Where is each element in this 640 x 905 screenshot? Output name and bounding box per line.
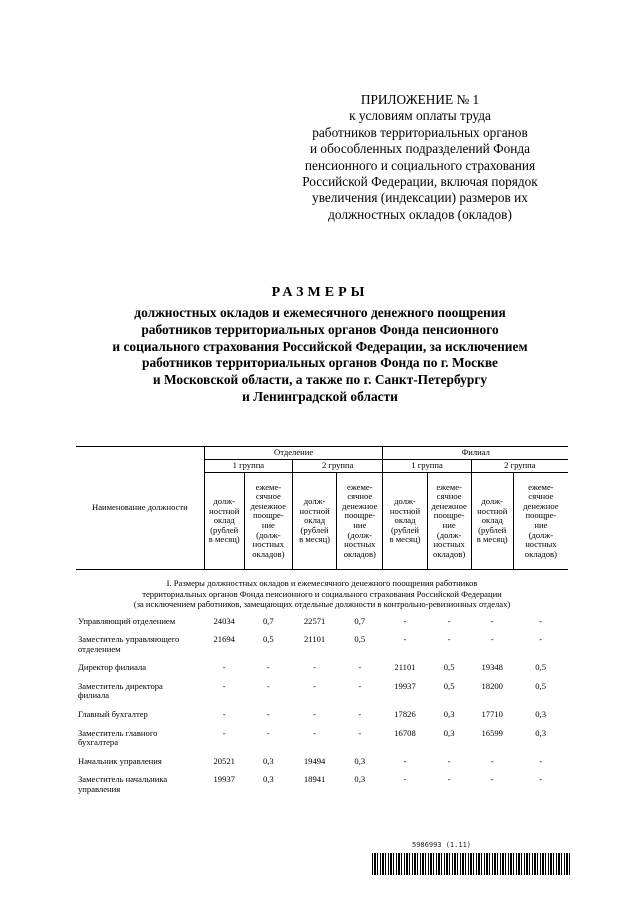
table-row — [76, 754, 568, 773]
table-cell: 0,5 — [535, 680, 546, 691]
column-subgroup-1: 1 группа — [204, 460, 292, 473]
table-cell: - — [266, 680, 270, 691]
table-row — [76, 772, 568, 800]
table-cell: - — [358, 709, 362, 720]
table-cell: 16708 — [394, 727, 416, 738]
appendix-line: работников территориальных органов — [312, 124, 528, 140]
table-cell: 0,3 — [262, 755, 274, 766]
section-heading: I. Размеры должностных окладов и ежемесячного денежного поощрения работников территориальных органов Фонда пенсионного и социального страхования Российской Федерации (за исключением работников, замещающих отдельные должности в контрольно-ревизионных отделах) — [133, 578, 511, 609]
table-cell: 0,3 — [443, 727, 455, 738]
table-cell: - — [358, 662, 362, 673]
table-cell: - — [313, 662, 317, 673]
table-cell: - — [447, 634, 451, 645]
table-cell: 24034 — [213, 615, 235, 626]
table-cell: - — [222, 727, 226, 738]
table-cell: - — [490, 634, 494, 645]
table-row — [76, 632, 568, 660]
column-group-otdelenie: Отделение — [204, 447, 383, 460]
table-cell: - — [222, 662, 226, 673]
table-row — [76, 679, 568, 707]
table-cell: - — [222, 709, 226, 720]
appendix-line: к условиям оплаты труда — [349, 108, 491, 124]
column-subgroup-2: 2 группа — [293, 460, 383, 473]
table-cell: 20521 — [213, 755, 235, 766]
salary-table — [76, 446, 568, 801]
table-cell: - — [447, 615, 451, 626]
table-cell: 21101 — [394, 662, 416, 673]
document-title: РАЗМЕРЫ — [271, 285, 369, 300]
table-cell: 0,3 — [535, 709, 546, 720]
table-cell: 17710 — [481, 709, 503, 720]
table-cell: 21101 — [304, 634, 326, 645]
position-name: Главный бухгалтер — [78, 709, 148, 720]
table-cell: 0,3 — [535, 727, 546, 738]
table-cell: - — [447, 755, 451, 766]
subtitle-line: и Ленинградской области — [242, 388, 398, 404]
table-cell: - — [403, 615, 407, 626]
column-header-bonus: ежеме- сячное денежное поощре- ние (долж- ностных окладов) — [427, 473, 471, 570]
table-cell: 0,3 — [354, 774, 366, 785]
table-cell: 19937 — [394, 680, 416, 691]
table-row — [76, 660, 568, 679]
column-subgroup-1: 1 группа — [383, 460, 471, 473]
table-cell: - — [266, 662, 270, 673]
table-cell: 18200 — [481, 680, 503, 691]
table-cell: - — [358, 727, 362, 738]
table-cell: 17826 — [394, 709, 416, 720]
document-subtitle — [60, 305, 580, 406]
table-cell: - — [490, 755, 494, 766]
table-cell: 0,5 — [443, 662, 455, 673]
table-cell: 19494 — [303, 755, 326, 766]
position-name: Директор филиала — [78, 662, 147, 673]
table-cell: - — [539, 615, 543, 626]
column-header-bonus: ежеме- сячное денежное поощре- ние (долж- ностных окладов) — [244, 473, 292, 570]
column-header-salary: долж- ностной оклад (рублей в месяц) — [471, 473, 513, 570]
table-cell: 18941 — [303, 774, 326, 785]
table-cell: - — [266, 727, 270, 738]
table-cell: - — [313, 727, 317, 738]
position-name: Заместитель начальника управления — [78, 774, 168, 795]
position-name: Начальник управления — [78, 755, 162, 766]
subtitle-line: должностных окладов и ежемесячного денежного поощрения — [134, 305, 506, 320]
column-header-salary: долж- ностной оклад (рублей в месяц) — [293, 473, 337, 570]
table-cell: 0,3 — [354, 755, 366, 766]
table-cell: 0,5 — [262, 634, 274, 645]
appendix-line: и обособленных подразделений Фонда — [309, 141, 530, 157]
subtitle-line: работников территориальных органов Фонда по г. Москве — [142, 355, 498, 371]
position-name: Заместитель директора филиала — [78, 680, 163, 701]
table-cell: 19937 — [213, 774, 235, 785]
table-cell: 0,5 — [535, 662, 546, 673]
table-cell: 16599 — [481, 727, 503, 738]
appendix-line: Российской Федерации, включая порядок — [302, 174, 538, 190]
appendix-line: должностных окладов (окладов) — [328, 206, 512, 222]
position-name: Управляющий отделением — [78, 615, 176, 626]
table-cell: 0,7 — [262, 615, 274, 626]
table-cell: 21694 — [213, 634, 235, 645]
table-row — [76, 726, 568, 754]
appendix-heading — [270, 92, 570, 223]
appendix-line: пенсионного и социального страхования — [304, 157, 536, 173]
barcode-graphic — [372, 853, 570, 875]
table-cell: - — [266, 709, 270, 720]
table-cell: - — [447, 774, 451, 785]
table-cell: - — [403, 755, 407, 766]
table-cell: 0,3 — [262, 774, 274, 785]
table-cell: 0,5 — [443, 680, 455, 691]
table-cell: 0,7 — [354, 615, 366, 626]
table-cell: - — [313, 680, 317, 691]
column-header-bonus: ежеме- сячное денежное поощре- ние (долж- ностных окладов) — [337, 473, 383, 570]
table-cell: 0,5 — [354, 634, 366, 645]
column-group-filial: Филиал — [383, 447, 568, 460]
column-header-salary: долж- ностной оклад (рублей в месяц) — [383, 473, 427, 570]
table-cell: - — [539, 774, 543, 785]
table-cell: 19348 — [481, 662, 503, 673]
column-header-salary: долж- ностной оклад (рублей в месяц) — [204, 473, 244, 570]
table-cell: - — [313, 709, 317, 720]
table-cell: - — [403, 634, 407, 645]
table-row — [76, 707, 568, 726]
appendix-line: ПРИЛОЖЕНИЕ № 1 — [360, 92, 480, 107]
table-cell: - — [403, 774, 407, 785]
table-cell: 0,3 — [443, 709, 455, 720]
table-cell: 22571 — [303, 615, 326, 626]
subtitle-line: и Московской области, а также по г. Санкт-Петербургу — [152, 372, 488, 388]
column-header-bonus: ежеме- сячное денежное поощре- ние (долж- ностных окладов) — [513, 473, 568, 570]
appendix-line: увеличения (индексации) размеров их — [312, 190, 528, 206]
column-subgroup-2: 2 группа — [471, 460, 568, 473]
table-cell: - — [539, 634, 543, 645]
subtitle-line: и социального страхования Российской Федерации, за исключением — [112, 338, 528, 354]
column-header-position: Наименование должности — [76, 447, 204, 570]
table-cell: - — [490, 774, 494, 785]
table-cell: - — [358, 680, 362, 691]
subtitle-line: работников территориальных органов Фонда пенсионного — [141, 321, 499, 337]
table-cell: - — [539, 755, 543, 766]
position-name: Заместитель главного бухгалтера — [78, 727, 158, 748]
table-row — [76, 614, 568, 633]
position-name: Заместитель управляющего отделением — [78, 634, 180, 654]
table-cell: - — [222, 680, 226, 691]
table-cell: - — [490, 615, 494, 626]
barcode-number: 5986993 (1.11) — [412, 841, 472, 849]
